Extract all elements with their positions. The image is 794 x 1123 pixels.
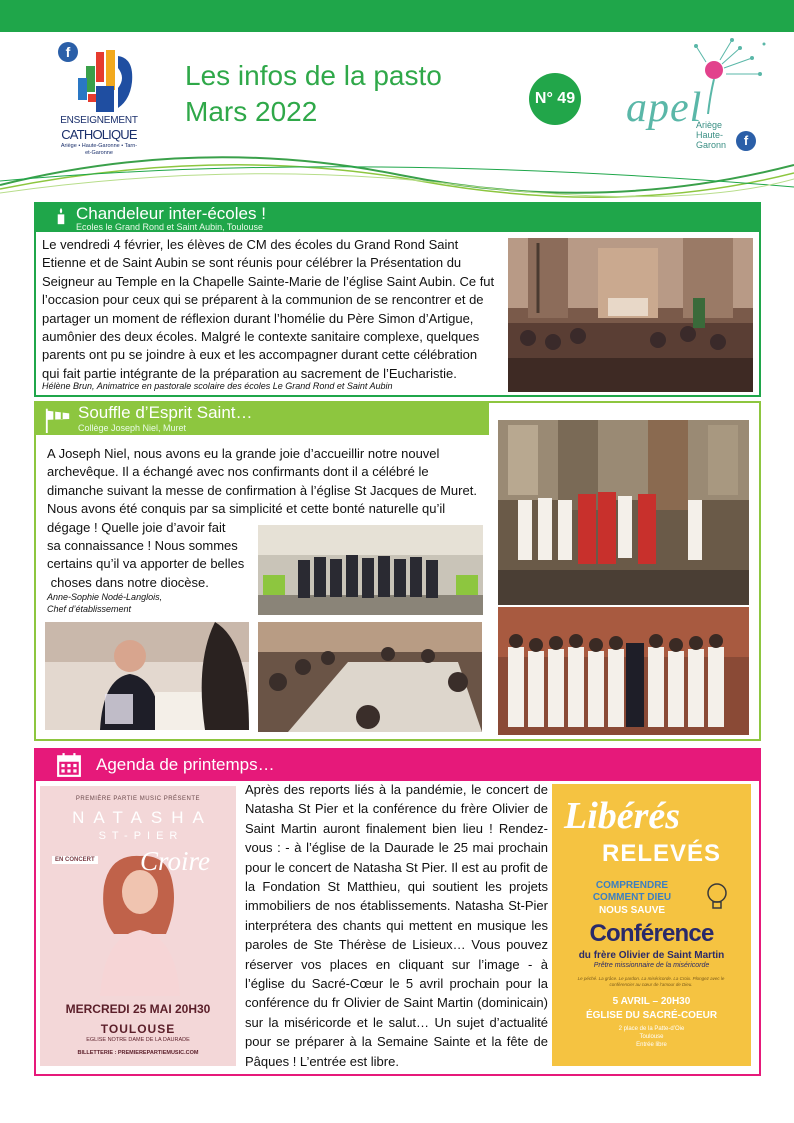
text-line: aumônier des deux écoles. Malgré le contexte sanitaire complexe, quelques bbox=[42, 329, 480, 345]
title-line2: Mars 2022 bbox=[185, 96, 318, 127]
text-line: Le vendredi 4 février, les élèves de CM des écoles du Grand Rond Saint bbox=[42, 237, 459, 252]
text-line: partager un moment de réflexion durant l’homélie du Père Simon d’Artigue, bbox=[42, 310, 474, 326]
poster-title2: RELEVÉS bbox=[602, 840, 722, 867]
poster-venue: ÉGLISE DU SACRÉ-COEUR bbox=[585, 1010, 718, 1021]
souffle-signature bbox=[47, 591, 162, 615]
issue-badge: N° 49 bbox=[529, 73, 581, 125]
section-souffle-header bbox=[34, 401, 489, 435]
facebook-icon[interactable]: f bbox=[736, 131, 756, 151]
archbishop-photo bbox=[45, 622, 249, 730]
text-line: dimanche suivant la messe de confirmation à l’église St Jacques de Muret. bbox=[47, 482, 477, 498]
students-outdoor-photo bbox=[258, 525, 483, 615]
address-line: 2 place de la Patte-d’Oie bbox=[618, 1026, 685, 1032]
title-line1: Les infos de la pasto bbox=[185, 60, 442, 91]
concert-poster[interactable] bbox=[40, 786, 236, 1066]
poster-city: TOULOUSE bbox=[100, 1022, 176, 1036]
candle-icon bbox=[52, 205, 70, 227]
poster-tagline3: NOUS SAUVE bbox=[598, 905, 666, 916]
text-line: sa connaissance ! Nous sommes bbox=[47, 538, 238, 554]
group-photo bbox=[498, 607, 749, 735]
poster-role: Prêtre missionnaire de la miséricorde bbox=[593, 962, 710, 969]
text-line: Etienne et de Saint Aubin se sont réunis pour célébrer la Présentation du bbox=[42, 255, 462, 271]
logo-text-line2: CATHOLIQUE bbox=[61, 127, 137, 142]
poster-name2: ST-PIER bbox=[98, 830, 184, 842]
poster-blurb: Le péché. La grâce. Le pardon. La miséricorde. La Croix. Plongez avec le conférencier au cœur de l’amour de Dieu. bbox=[577, 976, 725, 987]
poster-date: MERCREDI 25 MAI 20H30 bbox=[65, 1002, 211, 1016]
poster-address bbox=[552, 1025, 751, 1049]
poster-tagline2: COMMENT DIEU bbox=[592, 892, 672, 903]
poster-conference: Conférence bbox=[589, 920, 714, 947]
apel-wordmark: apel bbox=[626, 85, 703, 131]
logo-text-line1: ENSEIGNEMENT bbox=[60, 115, 138, 126]
text-line: dégage ! Quelle joie d’avoir fait bbox=[47, 519, 226, 535]
section-agenda-header bbox=[34, 748, 761, 781]
newsletter-title bbox=[185, 58, 442, 130]
windsock-icon bbox=[44, 405, 72, 433]
poster-badge: EN CONCERT bbox=[52, 856, 98, 864]
section-title: Souffle d’Esprit Saint… bbox=[78, 403, 253, 422]
text-line: l’occasion pour ceux qui se préparent à la communion de se rencontrer et de bbox=[42, 292, 484, 308]
section-title: Agenda de printemps… bbox=[96, 755, 275, 774]
text-line: certains qu’il va apporter de belles bbox=[47, 556, 245, 572]
section-title: Chandeleur inter-écoles ! bbox=[76, 204, 266, 223]
decorative-waves bbox=[0, 145, 794, 205]
chandeleur-text bbox=[42, 236, 512, 383]
cafeteria-photo bbox=[258, 622, 482, 732]
apel-region-3: Garonn bbox=[696, 140, 727, 150]
address-line: Entrée libre bbox=[636, 1042, 667, 1048]
text-line: A Joseph Niel, nous avons eu la grande joie d’accueillir notre nouvel bbox=[47, 446, 440, 461]
poster-album: Croire bbox=[140, 846, 211, 876]
poster-place: EGLISE NOTRE DAME DE LA DAURADE bbox=[86, 1037, 190, 1043]
chandeleur-signature: Hélène Brun, Animatrice en pastorale scolaire des écoles Le Grand Rond et Saint Aubin bbox=[42, 381, 393, 391]
confirmation-church-photo bbox=[498, 420, 749, 605]
signature-line: Chef d’établissement bbox=[47, 604, 132, 614]
apel-region-1: Ariège bbox=[696, 120, 723, 130]
poster-speaker: du frère Olivier de Saint Martin bbox=[578, 950, 725, 961]
enseignement-catholique-logo[interactable] bbox=[58, 42, 140, 160]
text-line: choses dans notre diocèse. bbox=[47, 574, 209, 590]
section-chandeleur-header bbox=[34, 202, 761, 232]
agenda-text: Après des reports liés à la pandémie, le concert de Natasha St Pier et la conférence du frère Olivier de Saint Martin auront finalement bien lieu ! Rendez-vous : - à l’église de la Daurade le 25 mai prochain pour le concert de Natasha St Pier. Il est au profit de la Fondation St Matthieu, qui soutient les projets immobiliers de nos établissements. Natasha St-Pier interprétera des chants qui mettent en musique les paroles de Ste Thérèse de Lisieux… Vous pouvez réserver vos places en cliquant sur l’image - à l’église du Sacré-Cœur le 5 avril prochain pour la conférence du fr Olivier de Saint Martin (dominicain) sur la miséricorde et le salut… Un sujet d’actualité pour se préparer à la Semaine Sainte et la fête de Pâques ! L’entrée est libre. bbox=[245, 782, 548, 1069]
poster-title1: Libérés bbox=[564, 795, 681, 837]
calendar-icon bbox=[56, 752, 82, 778]
poster-date: 5 AVRIL – 20H30 bbox=[612, 996, 691, 1007]
poster-tagline1: COMPRENDRE bbox=[595, 880, 669, 891]
poster-presenter: PREMIÈRE PARTIE MUSIC PRÉSENTE bbox=[75, 796, 201, 802]
text-line: archevêque. Il a échangé avec nos confirmants dont il a célébré le bbox=[47, 464, 429, 480]
facebook-icon[interactable]: f bbox=[58, 42, 78, 62]
conference-poster[interactable] bbox=[552, 784, 751, 1066]
top-color-bar bbox=[0, 0, 794, 32]
poster-tickets: BILLETTERIE : PREMIEREPARTIEMUSIC.COM bbox=[77, 1050, 199, 1056]
poster-name1: NATASHA bbox=[72, 808, 213, 827]
apel-logo[interactable] bbox=[620, 34, 770, 154]
chapel-photo bbox=[508, 238, 753, 392]
lightbulb-icon bbox=[702, 880, 732, 916]
logo-text-line3: Ariège • Haute-Garonne • Tarn-et-Garonne bbox=[60, 143, 138, 156]
section-subtitle: Collège Joseph Niel, Muret bbox=[78, 423, 187, 433]
text-line: Seigneur au Temple en la Chapelle Sainte-Marie de l’église Saint Aubin. Ce fut bbox=[42, 273, 495, 289]
section-subtitle: Ecoles le Grand Rond et Saint Aubin, Toulouse bbox=[76, 222, 263, 232]
text-line: qui fait partie intégrante de la préparation au sacrement de l’Eucharistie. bbox=[42, 365, 457, 381]
text-line: Nous avons été conquis par sa simplicité et cette bonté naturelle qu’il bbox=[47, 501, 446, 517]
signature-line: Anne-Sophie Nodé-Langlois, bbox=[47, 592, 163, 602]
apel-region-2: Haute- bbox=[696, 130, 724, 140]
ec-logo-mark bbox=[74, 48, 136, 114]
address-line: Toulouse bbox=[639, 1034, 664, 1040]
text-line: parents ont pu se joindre à eux et les accompagner durant cette célébration bbox=[42, 347, 478, 363]
